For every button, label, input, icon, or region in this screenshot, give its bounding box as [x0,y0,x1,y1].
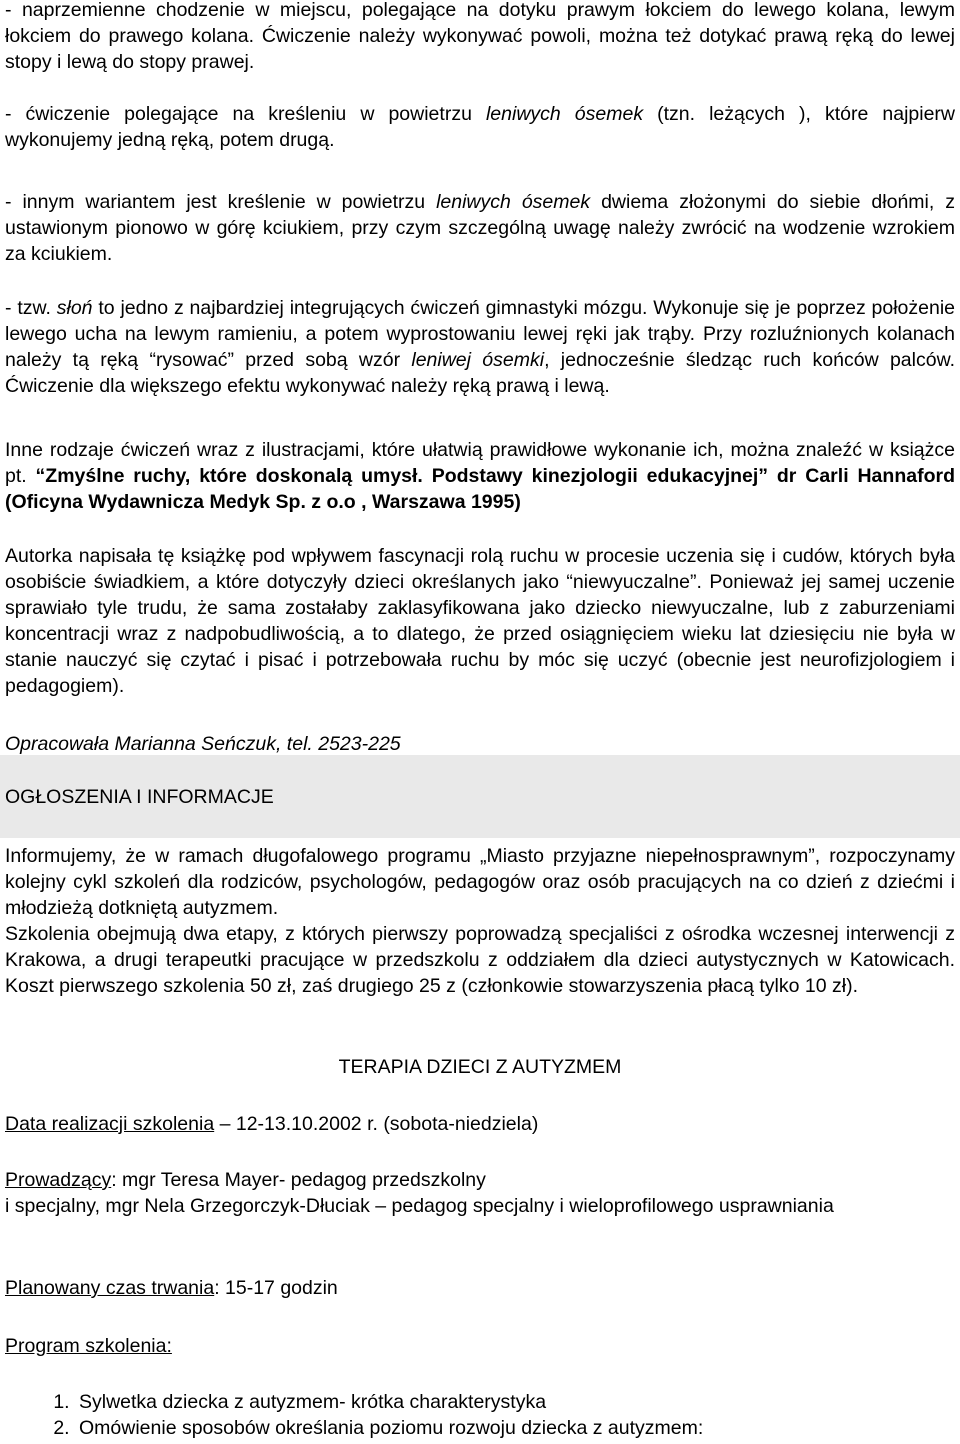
training-duration-line: Planowany czas trwania: 15-17 godzin [5,1277,338,1299]
program-item: 2. Omówienie sposobów określania poziomu rozwoju dziecka z autyzmem: [75,1415,960,1441]
training-leaders-line: Prowadzący: mgr Teresa Mayer- pedagog przedszkolny [5,1169,486,1191]
training-date-line: Data realizacji szkolenia – 12-13.10.2002 r. (sobota-niedziela) [5,1113,539,1135]
author-signature: Opracowała Marianna Seńczuk, tel. 2523-225 [5,733,401,755]
exercise-paragraph-lazy-eights: - ćwiczenie polegające na kreśleniu w powietrzu leniwych ósemek (tzn. leżących ), które najpierw wykonujemy jedną ręką, potem drugą. [5,103,955,151]
program-list [5,1389,960,1441]
program-item: 1. Sylwetka dziecka z autyzmem- krótka charakterystyka [75,1389,960,1415]
exercise-paragraph-cross-walk: - naprzemienne chodzenie w miejscu, polegające na dotyku prawym łokciem do lewego kolana, lewym łokciem do prawego kolana. Ćwiczenie należy wykonywać powoli, można też dotykać prawą ręką do lewej stopy i lewą do stopy prawej. [5,0,955,73]
italic-term: leniwych ósemek [436,191,591,213]
announcement-paragraph: Informujemy, że w ramach długofalowego programu „Miasto przyjazne niepełnosprawnym”, rozpoczynamy kolejny cykl szkoleń dla rodziców, psychologów, pedagogów oraz osób pracujących na co dzień z dziećmi i młodzieżą dotkniętą autyzmem. [5,845,955,919]
italic-term: leniwej ósemki [411,349,545,371]
book-title: “Zmyślne ruchy, które doskonalą umysł. Podstawy kinezjologii edukacyjnej” dr Carli Hannaford (Oficyna Wydawnicza Medyk Sp. z o.o , Warszawa 1995) [5,465,955,513]
training-date-label: Data realizacji szkolenia [5,1113,215,1135]
author-description-paragraph: Autorka napisała tę książkę pod wpływem fascynacji rolą ruchu w procesie uczenia się i cudów, których była osobiście świadkiem, a które dotyczyły dzieci określanych jako “niewyuczalne”. Ponieważ jej samej uczenie sprawiało tyle trudu, że sama zostałaby zaklasyfikowana jako dziecko niewyuczalne, lub z zaburzeniami koncentracji wraz z nadpobudliwością, a to dlatego, że przed osiągnięciem wieku lat dziesięciu nie była w stanie nauczyć się czytać i pisać i potrzebowała ruchu by móc się uczyć (obecnie jest neurofizjologiem i pedagogiem). [5,545,955,697]
training-title: TERAPIA DZIECI Z AUTYZMEM [338,1056,622,1078]
section-title: OGŁOSZENIA I INFORMACJE [5,786,274,808]
italic-term: leniwych ósemek [485,103,644,125]
training-stages-paragraph: Szkolenia obejmują dwa etapy, z których pierwszy poprowadzą specjaliści z ośrodka wczesnej interwencji z Krakowa, a drugi terapeutki pracujące w przedszkolu z oddziałem dla dzieci autystycznych w Katowicach. Koszt pierwszego szkolenia 50 zł, zaś drugiego 25 z (członkowie stowarzyszenia płacą tylko 10 zł). [5,923,955,997]
exercise-paragraph-two-hands: - innym wariantem jest kreślenie w powietrzu leniwych ósemek dwiema złożonymi do siebie dłońmi, z ustawionym pionowo w górę kciukiem, przy czym szczególną uwagę należy zwrócić na wodzenie wzrokiem za kciukiem. [5,191,955,265]
training-duration-label: Planowany czas trwania [5,1277,215,1299]
italic-term: słoń [56,297,93,319]
exercise-paragraph-elephant: - tzw. słoń to jedno z najbardziej integrujących ćwiczeń gimnastyki mózgu. Wykonuje się je poprzez położenie lewego ucha na lewym ramieniu, a potem wyprostowaniu lewej ręki jak trąby. Przy rozluźnionych kolanach należy tą ręką “rysować” przed sobą wzór leniwej ósemki, jednocześnie śledząc ruch końców palców. Ćwiczenie dla większego efektu wykonywać należy ręką prawą i lewą. [5,297,956,397]
book-reference-paragraph: Inne rodzaje ćwiczeń wraz z ilustracjami, które ułatwią prawidłowe wykonanie ich, można znaleźć w książce pt. “Zmyślne ruchy, które doskonalą umysł. Podstawy kinezjologii edukacyjnej” dr Carli Hannaford (Oficyna Wydawnicza Medyk Sp. z o.o , Warszawa 1995) [5,439,955,513]
program-label: Program szkolenia: [5,1335,172,1357]
training-leaders-continued: i specjalny, mgr Nela Grzegorczyk-Dłuciak – pedagog specjalny i wieloprofilowego usprawniania [5,1195,834,1217]
training-leaders-label: Prowadzący [5,1169,112,1191]
